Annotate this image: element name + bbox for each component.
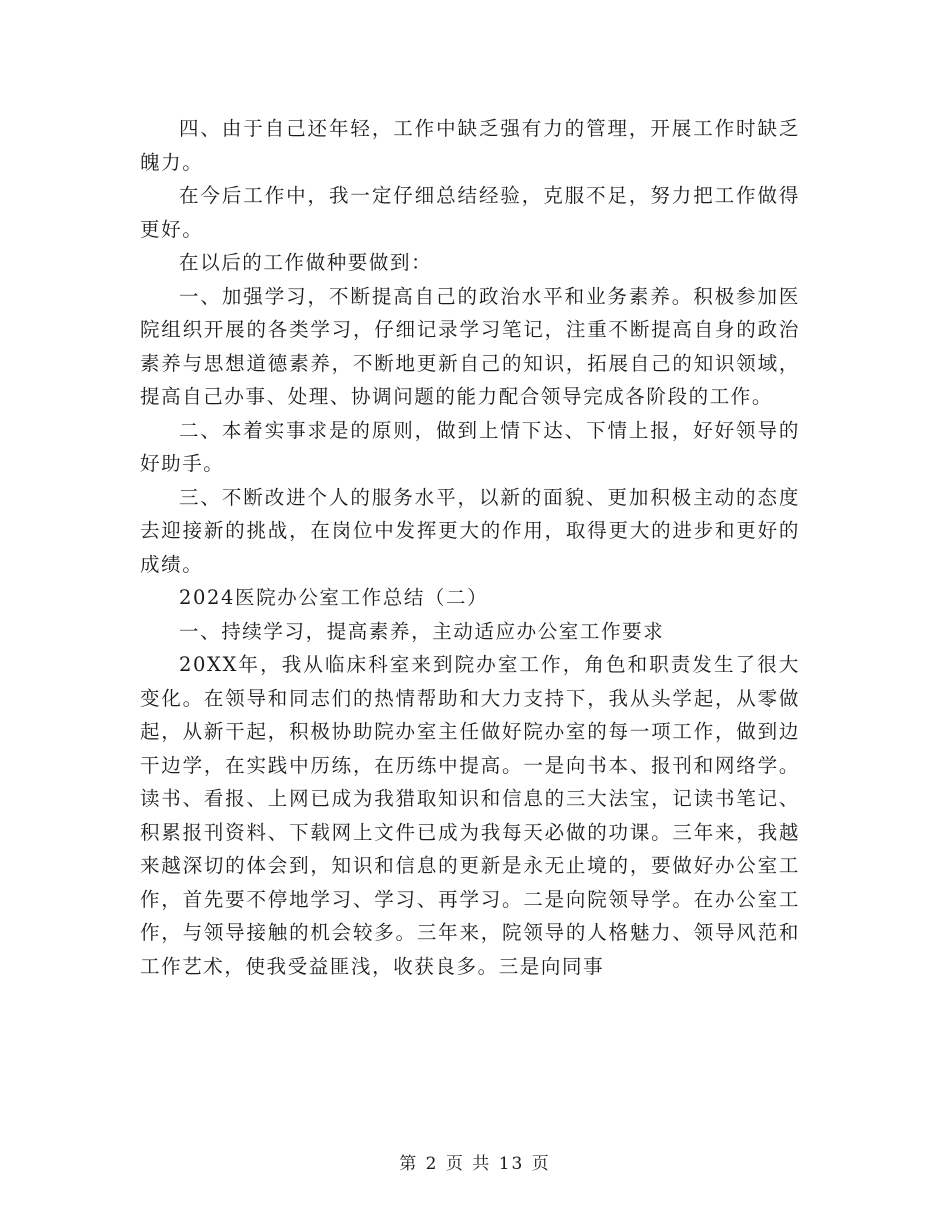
paragraph: 一、加强学习，不断提高自己的政治水平和业务素养。积极参加医院组织开展的各类学习，仔细记录学习笔记，注重不断提高自身的政治素养与思想道德素养，不断地更新自己的知识，拓展自己的知识领域，提高自己办事、处理、协调问题的能力配合领导完成各阶段的工作。 (140, 284, 800, 408)
page-footer: 第 2 页 共 13 页 (399, 1154, 551, 1174)
paragraph: 在今后工作中，我一定仔细总结经验，克服不足，努力把工作做得更好。 (140, 184, 800, 241)
subsection-heading: 一、持续学习，提高素养，主动适应办公室工作要求 (179, 619, 665, 643)
section-heading: 2024医院办公室工作总结（二） (179, 586, 489, 609)
paragraph: 三、不断改进个人的服务水平，以新的面貌、更加积极主动的态度去迎接新的挑战，在岗位中发挥更大的作用，取得更大的进步和更好的成绩。 (140, 485, 800, 576)
paragraph: 二、本着实事求是的原则，做到上情下达、下情上报，好好领导的好助手。 (140, 418, 800, 475)
paragraph: 在以后的工作做种要做到： (179, 251, 433, 274)
document-body (140, 112, 800, 983)
paragraph: 20XX年，我从临床科室来到院办室工作，角色和职责发生了很大变化。在领导和同志们的热情帮助和大力支持下，我从头学起，从零做起，从新干起，积极协助院办室主任做好院办室的每一项工作，做到边干边学，在实践中历练，在历练中提高。一是向书本、报刊和网络学。读书、看报、上网已成为我猎取知识和信息的三大法宝，记读书笔记、积累报刊资料、下载网上文件已成为我每天必做的功课。三年来，我越来越深切的体会到，知识和信息的更新是永无止境的，要做好办公室工作，首先要不停地学习、学习、再学习。二是向院领导学。在办公室工作，与领导接触的机会较多。三年来，院领导的人格魅力、领导风范和工作艺术，使我受益匪浅，收获良多。三是向同事 (140, 653, 800, 978)
paragraph: 四、由于自己还年轻，工作中缺乏强有力的管理，开展工作时缺乏魄力。 (140, 117, 800, 174)
